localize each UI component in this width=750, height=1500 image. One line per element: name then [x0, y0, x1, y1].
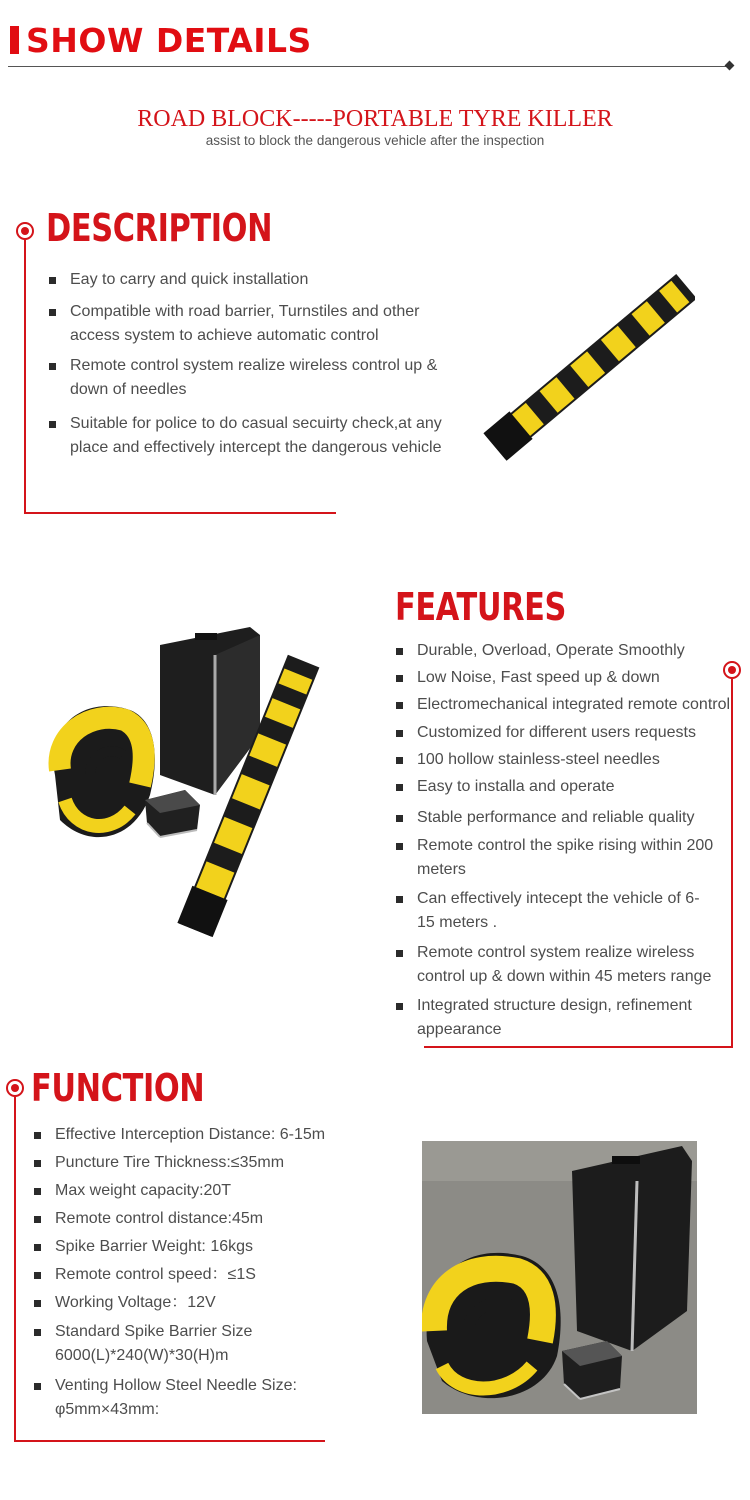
description-frame-bottom [24, 512, 336, 514]
list-item: Low Noise, Fast speed up & down [393, 666, 748, 690]
list-item: Remote control the spike rising within 200 meters [393, 834, 737, 882]
list-item: Compatible with road barrier, Turnstiles and other access system to achieve automatic control [46, 300, 456, 348]
features-frame-bottom [424, 1046, 733, 1048]
list-item: Eay to carry and quick installation [46, 268, 456, 292]
list-item: Remote control system realize wireless control up & down of needles [46, 354, 456, 402]
list-item: Working Voltage：12V [31, 1291, 371, 1315]
divider-diamond-icon [725, 61, 735, 71]
list-item: Puncture Tire Thickness:≤35mm [31, 1151, 371, 1175]
list-item: Stable performance and reliable quality [393, 806, 748, 830]
list-item: Max weight capacity:20T [31, 1179, 371, 1203]
list-item: Easy to installa and operate [393, 775, 748, 799]
product-title: ROAD BLOCK-----PORTABLE TYRE KILLER [137, 106, 613, 132]
list-item: Standard Spike Barrier Size 6000(L)*240(W)*30(H)m [31, 1320, 295, 1368]
function-list [31, 1123, 371, 1422]
description-bullet-dot-icon [16, 222, 34, 240]
list-item: 100 hollow stainless-steel needles [393, 748, 748, 772]
list-item: Venting Hollow Steel Needle Size: φ5mm×43mm: [31, 1374, 325, 1422]
list-item: Spike Barrier Weight: 16kgs [31, 1235, 371, 1259]
function-bullet-dot-icon [6, 1079, 24, 1097]
list-item: Electromechanical integrated remote control [393, 693, 748, 717]
rolled-spike-strip-field-photo [422, 1141, 697, 1414]
spike-strip-photo [475, 262, 695, 472]
list-item: Effective Interception Distance: 6-15m [31, 1123, 371, 1147]
list-item: Suitable for police to do casual secuirty check,at any place and effectively intercept the dangerous vehicle [46, 412, 456, 460]
function-heading: FUNCTION [31, 1066, 205, 1110]
product-subtitle: assist to block the dangerous vehicle after the inspection [205, 133, 545, 148]
page-title: SHOW DETAILS [26, 21, 312, 60]
list-item: Remote control speed：≤1S [31, 1263, 371, 1287]
title-divider [8, 66, 730, 67]
function-frame-bottom [14, 1440, 325, 1442]
list-item: Remote control system realize wireless control up & down within 45 meters range [393, 941, 737, 989]
description-list [46, 268, 456, 460]
function-frame-left [14, 1097, 16, 1442]
description-heading: DESCRIPTION [46, 206, 273, 250]
list-item: Remote control distance:45m [31, 1207, 371, 1231]
features-list [393, 639, 748, 1042]
description-frame-left [24, 240, 26, 514]
title-accent-bar [10, 26, 19, 54]
spike-strip-with-cases-photo [35, 625, 365, 955]
list-item: Durable, Overload, Operate Smoothly [393, 639, 748, 663]
list-item: Integrated structure design, refinement appearance [393, 994, 737, 1042]
list-item: Can effectively intecept the vehicle of 6-15 meters . [393, 887, 717, 935]
list-item: Customized for different users requests [393, 721, 748, 745]
features-heading: FEATURES [395, 585, 566, 629]
